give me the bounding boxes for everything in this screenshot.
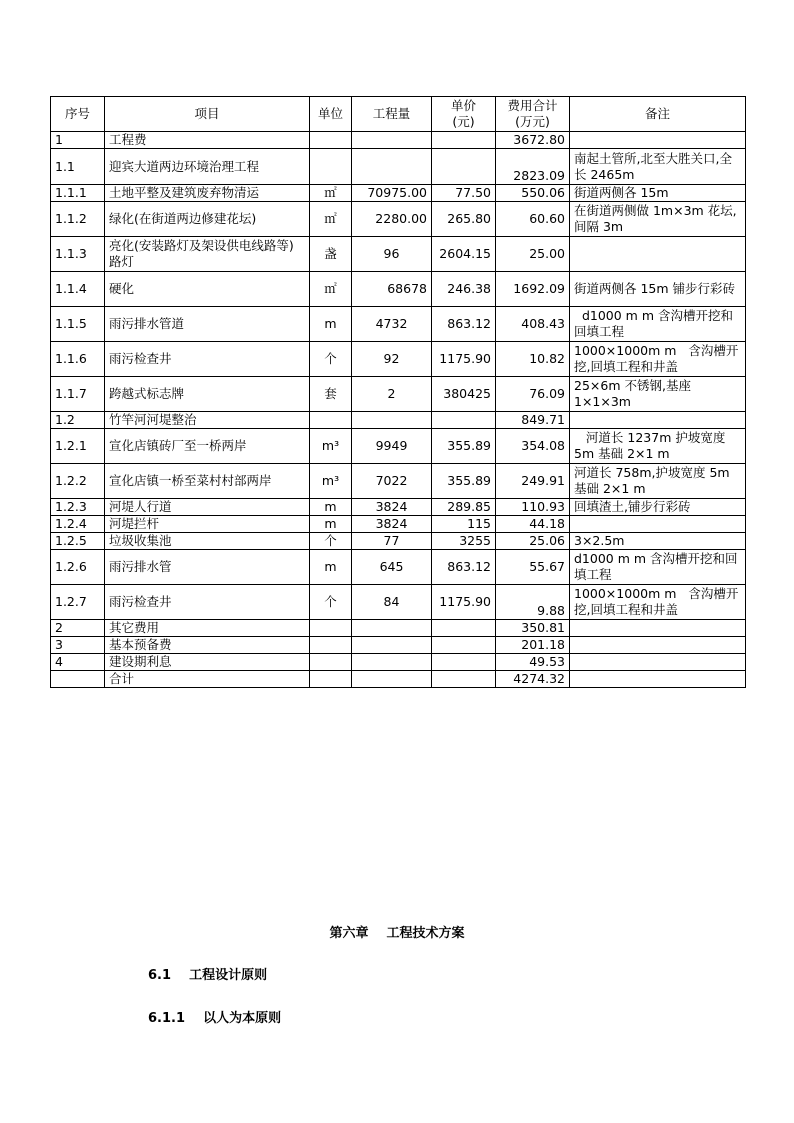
cell-price	[432, 620, 496, 637]
cell-cost: 4274.32	[496, 671, 570, 688]
header-unit: 单位	[310, 97, 352, 132]
table-row	[51, 516, 746, 533]
cell-item: 合计	[105, 671, 310, 688]
cell-note: 河道长 1237m 护坡宽度 5m 基础 2×1 m	[570, 429, 746, 464]
cell-note	[570, 671, 746, 688]
cell-item: 硬化	[105, 272, 310, 307]
cell-note	[570, 412, 746, 429]
cell-item: 雨污检查井	[105, 342, 310, 377]
cell-cost: 408.43	[496, 307, 570, 342]
cell-price: 863.12	[432, 550, 496, 585]
cell-qty: 84	[352, 585, 432, 620]
cell-price	[432, 132, 496, 149]
cell-unit: m	[310, 499, 352, 516]
section-title: 6.1 工程设计原则	[148, 968, 268, 983]
cell-qty: 70975.00	[352, 185, 432, 202]
cell-cost: 9.88	[496, 585, 570, 620]
cell-item: 迎宾大道两边环境治理工程	[105, 149, 310, 185]
cell-note: 街道两侧各 15m 铺步行彩砖	[570, 272, 746, 307]
cell-price: 265.80	[432, 202, 496, 237]
cell-price: 1175.90	[432, 342, 496, 377]
cell-seq: 1.1.3	[51, 237, 105, 272]
cell-unit	[310, 149, 352, 185]
cell-qty: 7022	[352, 464, 432, 499]
cell-note	[570, 132, 746, 149]
cell-qty: 3824	[352, 499, 432, 516]
cell-price: 2604.15	[432, 237, 496, 272]
table-row	[51, 637, 746, 654]
table-row	[51, 550, 746, 585]
cell-price	[432, 412, 496, 429]
cell-qty: 2	[352, 377, 432, 412]
cell-cost: 60.60	[496, 202, 570, 237]
cell-item: 工程费	[105, 132, 310, 149]
cell-price: 289.85	[432, 499, 496, 516]
cell-item: 宣化店镇一桥至菜村村部两岸	[105, 464, 310, 499]
chapter-title: 第六章 工程技术方案	[329, 926, 465, 941]
cell-item: 宣化店镇砖厂至一桥两岸	[105, 429, 310, 464]
table-row	[51, 412, 746, 429]
cell-qty	[352, 132, 432, 149]
cell-note: 河道长 758m,护坡宽度 5m 基础 2×1 m	[570, 464, 746, 499]
cell-note: 在街道两侧做 1m×3m 花坛,间隔 3m	[570, 202, 746, 237]
cell-seq: 1.1	[51, 149, 105, 185]
cell-unit: 套	[310, 377, 352, 412]
table-row	[51, 377, 746, 412]
table-row	[51, 237, 746, 272]
cell-note: 回填渣土,铺步行彩砖	[570, 499, 746, 516]
cell-price: 1175.90	[432, 585, 496, 620]
cell-unit	[310, 671, 352, 688]
cost-estimate-table	[50, 96, 746, 688]
cell-price: 246.38	[432, 272, 496, 307]
table-row	[51, 620, 746, 637]
cell-price	[432, 654, 496, 671]
table-row	[51, 464, 746, 499]
cell-cost: 201.18	[496, 637, 570, 654]
cell-cost: 44.18	[496, 516, 570, 533]
cell-unit	[310, 132, 352, 149]
cell-cost: 110.93	[496, 499, 570, 516]
cell-unit: 个	[310, 533, 352, 550]
table-row	[51, 654, 746, 671]
cell-qty: 2280.00	[352, 202, 432, 237]
cell-qty: 92	[352, 342, 432, 377]
table-row	[51, 533, 746, 550]
cell-cost: 249.91	[496, 464, 570, 499]
cell-cost: 849.71	[496, 412, 570, 429]
cell-item: 基本预备费	[105, 637, 310, 654]
cell-note: 1000×1000m m 含沟槽开挖,回填工程和井盖	[570, 585, 746, 620]
header-item: 项目	[105, 97, 310, 132]
cell-cost: 25.00	[496, 237, 570, 272]
cell-qty: 3824	[352, 516, 432, 533]
cell-seq: 1.2.5	[51, 533, 105, 550]
cell-item: 其它费用	[105, 620, 310, 637]
cell-item: 雨污检查井	[105, 585, 310, 620]
cell-seq: 1.2.2	[51, 464, 105, 499]
table-row	[51, 272, 746, 307]
cell-seq: 1.1.7	[51, 377, 105, 412]
cell-cost: 55.67	[496, 550, 570, 585]
cell-unit	[310, 412, 352, 429]
cell-unit: ㎡	[310, 272, 352, 307]
cell-item: 跨越式标志牌	[105, 377, 310, 412]
cell-qty: 4732	[352, 307, 432, 342]
cell-cost: 1692.09	[496, 272, 570, 307]
cell-note: 25×6m 不锈钢,基座 1×1×3m	[570, 377, 746, 412]
cell-note	[570, 637, 746, 654]
cell-price: 355.89	[432, 429, 496, 464]
cell-qty: 77	[352, 533, 432, 550]
cell-note: d1000 m m 含沟槽开挖和回填工程	[570, 307, 746, 342]
cell-qty	[352, 637, 432, 654]
cell-item: 亮化(安装路灯及架设供电线路等)路灯	[105, 237, 310, 272]
cell-note: 3×2.5m	[570, 533, 746, 550]
cell-item: 建设期利息	[105, 654, 310, 671]
cell-seq: 1.2.1	[51, 429, 105, 464]
cell-item: 竹竿河河堤整治	[105, 412, 310, 429]
cell-note	[570, 516, 746, 533]
table-row	[51, 149, 746, 185]
cell-note	[570, 654, 746, 671]
cell-cost: 25.06	[496, 533, 570, 550]
table-row	[51, 185, 746, 202]
header-qty: 工程量	[352, 97, 432, 132]
cell-price: 863.12	[432, 307, 496, 342]
cell-price: 380425	[432, 377, 496, 412]
cell-qty: 96	[352, 237, 432, 272]
cell-price: 355.89	[432, 464, 496, 499]
cell-unit: 个	[310, 342, 352, 377]
cell-qty	[352, 620, 432, 637]
cell-price: 77.50	[432, 185, 496, 202]
cell-unit: 盏	[310, 237, 352, 272]
cell-seq: 1.2.7	[51, 585, 105, 620]
cell-seq: 1.2.3	[51, 499, 105, 516]
cell-item: 土地平整及建筑废弃物清运	[105, 185, 310, 202]
cell-cost: 10.82	[496, 342, 570, 377]
cell-seq	[51, 671, 105, 688]
cell-price: 3255	[432, 533, 496, 550]
cell-item: 绿化(在街道两边修建花坛)	[105, 202, 310, 237]
cell-seq: 1	[51, 132, 105, 149]
table-row	[51, 429, 746, 464]
cell-qty: 9949	[352, 429, 432, 464]
table-row	[51, 202, 746, 237]
table-header-row	[51, 97, 746, 132]
table-row	[51, 671, 746, 688]
cell-note: 街道两侧各 15m	[570, 185, 746, 202]
cell-seq: 1.1.5	[51, 307, 105, 342]
cell-seq: 1.2	[51, 412, 105, 429]
cell-item: 河堤人行道	[105, 499, 310, 516]
cell-unit: ㎡	[310, 202, 352, 237]
cell-qty	[352, 149, 432, 185]
cell-unit	[310, 620, 352, 637]
cell-item: 雨污排水管	[105, 550, 310, 585]
cell-note	[570, 237, 746, 272]
table-row	[51, 585, 746, 620]
cell-price: 115	[432, 516, 496, 533]
subsection-title: 6.1.1 以人为本原则	[148, 1011, 282, 1026]
header-cost: 费用合计 (万元)	[496, 97, 570, 132]
cell-cost: 49.53	[496, 654, 570, 671]
cell-qty	[352, 654, 432, 671]
cell-unit: m³	[310, 429, 352, 464]
header-note: 备注	[570, 97, 746, 132]
table-row	[51, 132, 746, 149]
header-seq: 序号	[51, 97, 105, 132]
cell-qty	[352, 671, 432, 688]
cell-seq: 3	[51, 637, 105, 654]
cell-seq: 1.2.6	[51, 550, 105, 585]
cell-qty: 68678	[352, 272, 432, 307]
cell-note: 南起土管所,北至大胜关口,全长 2465m	[570, 149, 746, 185]
cell-cost: 2823.09	[496, 149, 570, 185]
cell-price	[432, 637, 496, 654]
cell-unit: ㎡	[310, 185, 352, 202]
cell-unit: m	[310, 550, 352, 585]
cell-qty	[352, 412, 432, 429]
table-row	[51, 342, 746, 377]
cell-seq: 1.1.1	[51, 185, 105, 202]
cell-unit	[310, 637, 352, 654]
cell-unit	[310, 654, 352, 671]
cell-qty: 645	[352, 550, 432, 585]
cell-unit: m	[310, 307, 352, 342]
header-price: 单价 (元)	[432, 97, 496, 132]
cell-note	[570, 620, 746, 637]
cell-unit: m	[310, 516, 352, 533]
table-row	[51, 307, 746, 342]
cell-price	[432, 671, 496, 688]
cell-cost: 550.06	[496, 185, 570, 202]
cell-note: d1000 m m 含沟槽开挖和回填工程	[570, 550, 746, 585]
cell-seq: 1.2.4	[51, 516, 105, 533]
cell-item: 河堤拦杆	[105, 516, 310, 533]
cell-item: 雨污排水管道	[105, 307, 310, 342]
cell-cost: 3672.80	[496, 132, 570, 149]
cell-seq: 1.1.4	[51, 272, 105, 307]
cell-item: 垃圾收集池	[105, 533, 310, 550]
table-row	[51, 499, 746, 516]
cell-seq: 4	[51, 654, 105, 671]
cell-cost: 350.81	[496, 620, 570, 637]
cell-seq: 1.1.2	[51, 202, 105, 237]
cell-unit: 个	[310, 585, 352, 620]
cell-unit: m³	[310, 464, 352, 499]
cell-cost: 76.09	[496, 377, 570, 412]
cell-cost: 354.08	[496, 429, 570, 464]
cell-seq: 1.1.6	[51, 342, 105, 377]
cell-note: 1000×1000m m 含沟槽开挖,回填工程和井盖	[570, 342, 746, 377]
cell-seq: 2	[51, 620, 105, 637]
cell-price	[432, 149, 496, 185]
